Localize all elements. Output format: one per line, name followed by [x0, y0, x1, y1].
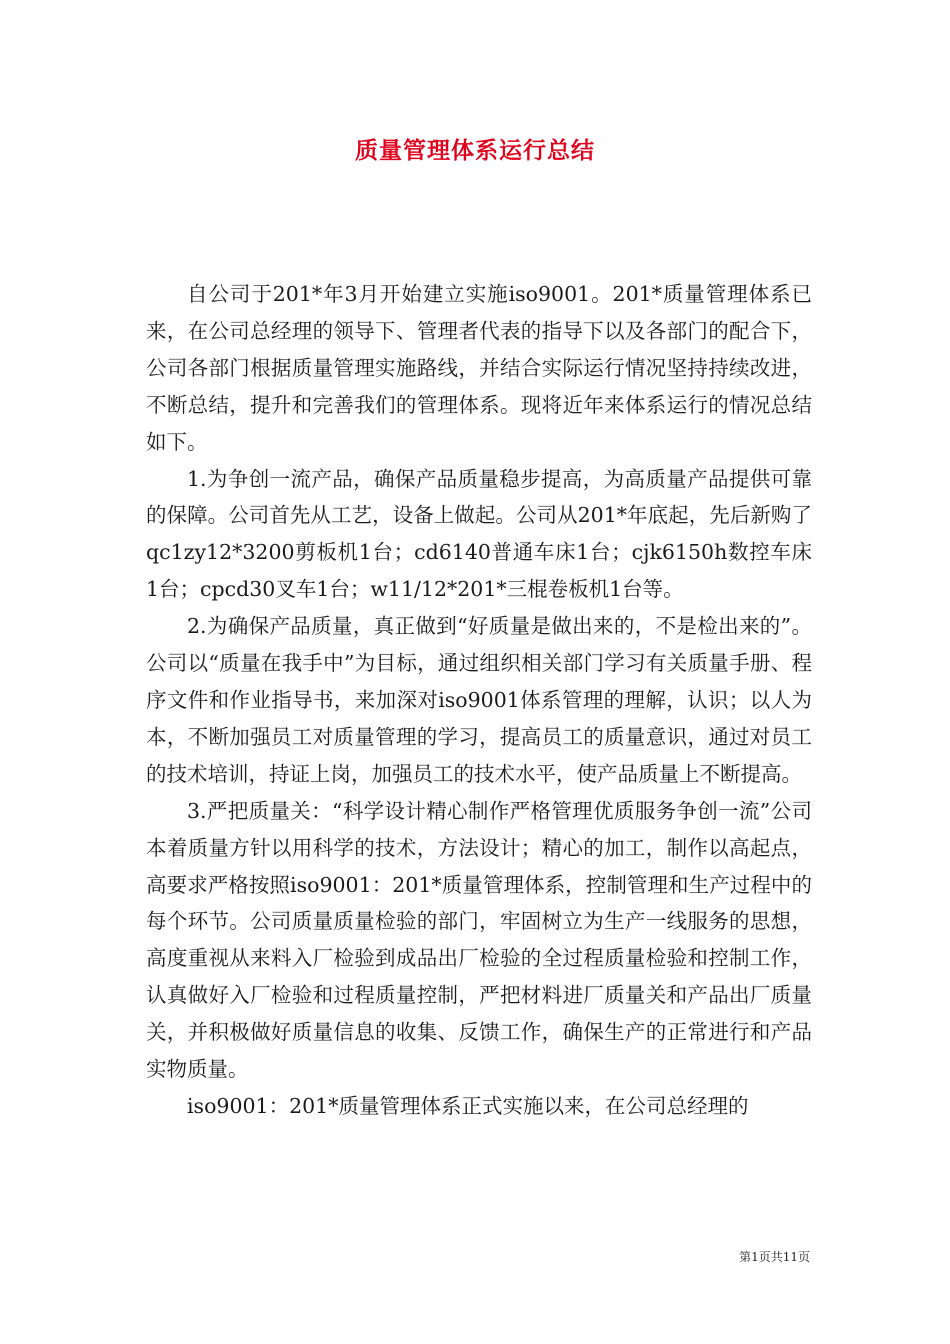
paragraph-item-2: 2.为确保产品质量，真正做到“好质量是做出来的，不是检出来的”。公司以“质量在我手中”为目标，通过组织相关部门学习有关质量手册、程序文件和作业指导书，来加深对iso9001体系管理的理解，认识；以人为本，不断加强员工对质量管理的学习，提高员工的质量意识，通过对员工的技术培训，持证上岗，加强员工的技术水平，使产品质量上不断提高。: [146, 614, 812, 786]
paragraph-continuation: iso9001：201*质量管理体系正式实施以来，在公司总经理的: [187, 1093, 749, 1118]
document-title: 质量管理体系运行总结: [355, 137, 595, 164]
paragraph-item-1: 1.为争创一流产品，确保产品质量稳步提高，为高质量产品提供可靠的保障。公司首先从工艺，设备上做起。公司从201*年底起，先后新购了qc1zy12*3200剪板机1台；cd6140普通车床1台；cjk6150h数控车床1台；cpcd30叉车1台；w11/12*201*三棍卷板机1台等。: [146, 466, 812, 602]
paragraph-item-3: 3.严把质量关：“科学设计精心制作严格管理优质服务争创一流”公司本着质量方针以用科学的技术，方法设计；精心的加工，制作以高起点，高要求严格按照iso9001：201*质量管理体系，控制管理和生产过程中的每个环节。公司质量质量检验的部门，牢固树立为生产一线服务的思想，高度重视从来料入厂检验到成品出厂检验的全过程质量检验和控制工作，认真做好入厂检验和过程质量控制，严把材料进厂质量关和产品出厂质量关，并积极做好质量信息的收集、反馈工作，确保生产的正常进行和产品实物质量。: [146, 798, 812, 1082]
document-body: [146, 276, 812, 1125]
page-number: 第1页共11页: [739, 1250, 810, 1264]
paragraph-intro: 自公司于201*年3月开始建立实施iso9001。201*质量管理体系已来，在公司总经理的领导下、管理者代表的指导下以及各部门的配合下，公司各部门根据质量管理实施路线，并结合实际运行情况坚持持续改进，不断总结，提升和完善我们的管理体系。现将近年来体系运行的情况总结如下。: [146, 282, 812, 454]
